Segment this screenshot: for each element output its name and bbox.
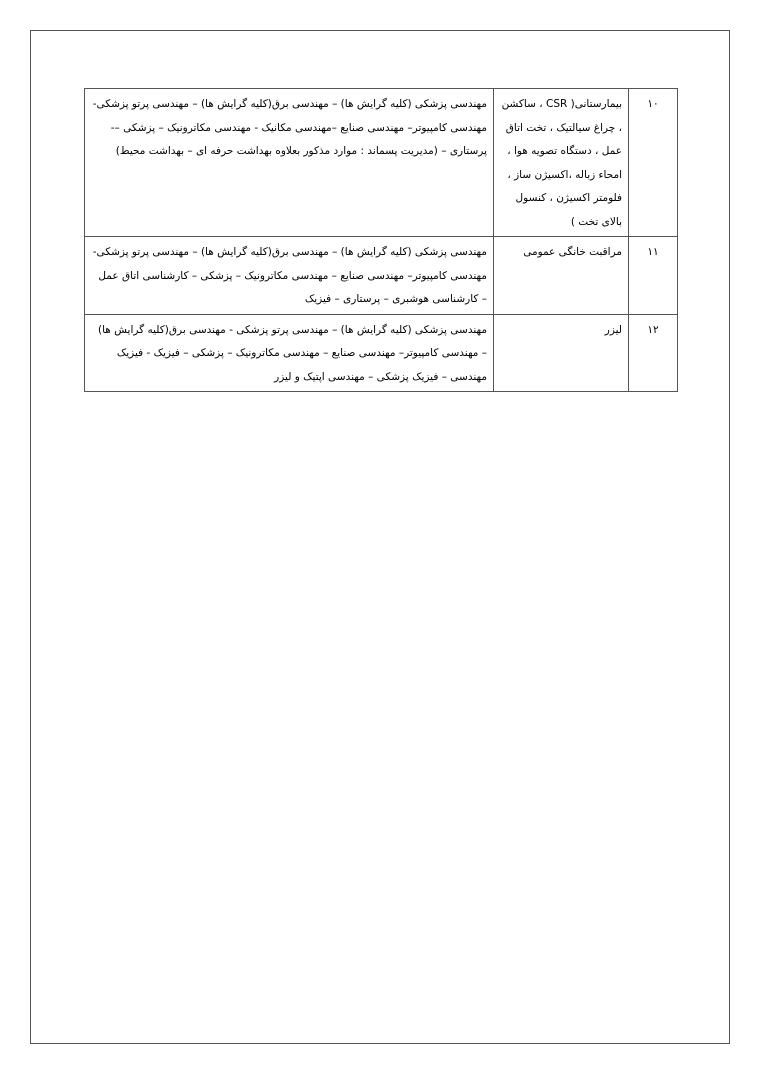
row-number: ۱۱ <box>629 237 678 315</box>
table-row <box>85 89 678 237</box>
allowed-specialties: مهندسی پزشکی (کلیه گرایش ها) – مهندسی برق(کلیه گرایش ها) – مهندسی پرتو پزشکی- مهندسی کامپیوتر– مهندسی صنایع –مهندسی مکانیک - مهندسی مکاترونیک – پزشکی –- پرستاری – (مدیریت پسماند : موارد مذکور بعلاوه بهداشت حرفه ای – بهداشت محیط) <box>85 89 494 237</box>
row-number: ۱۲ <box>629 314 678 392</box>
table-row <box>85 314 678 392</box>
row-number: ۱۰ <box>629 89 678 237</box>
allowed-specialties: مهندسی پزشکی (کلیه گرایش ها) – مهندسی برق(کلیه گرایش ها) – مهندسی پرتو پزشکی- مهندسی کامپیوتر– مهندسی صنایع – مهندسی مکاترونیک – پزشکی – کارشناسی اتاق عمل – کارشناسی هوشبری – پرستاری – فیزیک <box>85 237 494 315</box>
table-row <box>85 237 678 315</box>
equipment-name: مراقبت خانگی عمومی <box>494 237 629 315</box>
allowed-specialties: مهندسی پزشکی (کلیه گرایش ها) – مهندسی پرتو پزشکی - مهندسی برق(کلیه گرایش ها) – مهندسی کامپیوتر– مهندسی صنایع – مهندسی مکاترونیک – پزشکی – فیزیک - فیزیک مهندسی – فیزیک پزشکی – مهندسی اپتیک و لیزر <box>85 314 494 392</box>
equipment-name: بیمارستانی( CSR ، ساکشن ، چراغ سیالتیک ، تخت اتاق عمل ، دستگاه تصویه هوا ، امحاء زباله ،اکسیژن ساز ، فلومتر اکسیژن ، کنسول بالای تخت ) <box>494 89 629 237</box>
equipment-table <box>84 88 678 392</box>
equipment-name: لیزر <box>494 314 629 392</box>
